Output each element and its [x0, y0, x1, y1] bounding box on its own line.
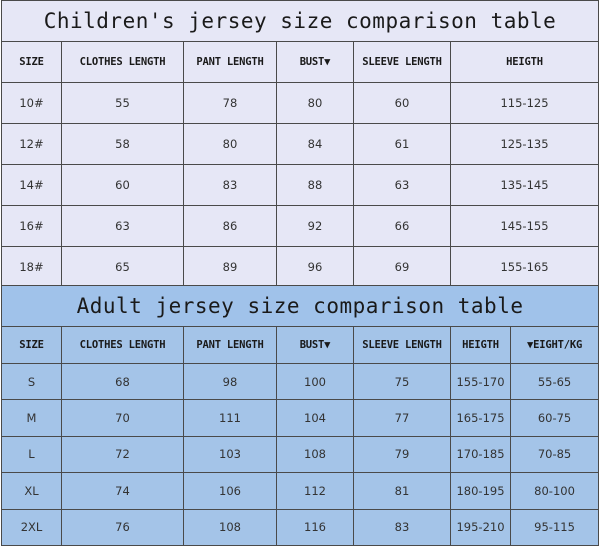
- table-cell: 18#: [2, 247, 62, 288]
- table-cell: 79: [354, 436, 451, 472]
- table-cell: XL: [2, 473, 62, 509]
- table-row: [2, 400, 599, 436]
- table-cell: 65: [62, 247, 184, 288]
- table-cell: 111: [184, 400, 277, 436]
- table-cell: 60: [354, 83, 451, 124]
- table-cell: 86: [184, 206, 277, 247]
- table-cell: 115-125: [451, 83, 599, 124]
- table-cell: 10#: [2, 83, 62, 124]
- table-cell: 2XL: [2, 509, 62, 545]
- table-cell: 77: [354, 400, 451, 436]
- children-header-clothes-length: CLOTHES LENGTH: [62, 42, 184, 83]
- table-cell: 68: [62, 364, 184, 400]
- table-cell: S: [2, 364, 62, 400]
- table-cell: 83: [354, 509, 451, 545]
- table-cell: 80: [277, 83, 354, 124]
- table-cell: 80-100: [511, 473, 599, 509]
- table-row: [2, 473, 599, 509]
- table-cell: 76: [62, 509, 184, 545]
- table-cell: 80: [184, 124, 277, 165]
- table-cell: 108: [277, 436, 354, 472]
- table-cell: 55: [62, 83, 184, 124]
- table-row: [2, 124, 599, 165]
- table-cell: 60-75: [511, 400, 599, 436]
- table-cell: 58: [62, 124, 184, 165]
- table-cell: 165-175: [451, 400, 511, 436]
- table-cell: 108: [184, 509, 277, 545]
- table-row: [2, 436, 599, 472]
- table-row: [2, 509, 599, 545]
- adult-header-bust: BUST▼: [277, 327, 354, 364]
- table-cell: 61: [354, 124, 451, 165]
- adult-table-title: Adult jersey size comparison table: [2, 286, 599, 327]
- table-cell: 89: [184, 247, 277, 288]
- table-cell: 104: [277, 400, 354, 436]
- adult-header-sleeve-length: SLEEVE LENGTH: [354, 327, 451, 364]
- size-chart-sheet: [1, 0, 598, 547]
- table-cell: 83: [184, 165, 277, 206]
- table-cell: 60: [62, 165, 184, 206]
- table-cell: 16#: [2, 206, 62, 247]
- table-cell: 195-210: [451, 509, 511, 545]
- table-cell: 66: [354, 206, 451, 247]
- table-cell: 63: [354, 165, 451, 206]
- table-cell: 106: [184, 473, 277, 509]
- children-size-table: [1, 0, 599, 288]
- table-cell: 95-115: [511, 509, 599, 545]
- table-cell: 170-185: [451, 436, 511, 472]
- table-cell: 135-145: [451, 165, 599, 206]
- table-row: [2, 364, 599, 400]
- table-cell: 84: [277, 124, 354, 165]
- adult-header-clothes-length: CLOTHES LENGTH: [62, 327, 184, 364]
- table-cell: 112: [277, 473, 354, 509]
- adult-header-weight: ▼EIGHT/KG: [511, 327, 599, 364]
- adult-size-table: [1, 285, 599, 546]
- table-cell: 81: [354, 473, 451, 509]
- table-row: [2, 247, 599, 288]
- table-cell: 69: [354, 247, 451, 288]
- table-cell: 96: [277, 247, 354, 288]
- table-cell: 14#: [2, 165, 62, 206]
- adult-header-pant-length: PANT LENGTH: [184, 327, 277, 364]
- table-cell: L: [2, 436, 62, 472]
- table-cell: 98: [184, 364, 277, 400]
- table-cell: 63: [62, 206, 184, 247]
- table-cell: 12#: [2, 124, 62, 165]
- table-cell: 55-65: [511, 364, 599, 400]
- children-header-height: HEIGTH: [451, 42, 599, 83]
- table-row: [2, 206, 599, 247]
- table-row: [2, 165, 599, 206]
- table-cell: 180-195: [451, 473, 511, 509]
- table-cell: 125-135: [451, 124, 599, 165]
- table-cell: 70-85: [511, 436, 599, 472]
- table-cell: 78: [184, 83, 277, 124]
- table-cell: 145-155: [451, 206, 599, 247]
- table-cell: 70: [62, 400, 184, 436]
- table-row: [2, 83, 599, 124]
- adult-header-height: HEIGTH: [451, 327, 511, 364]
- children-header-sleeve-length: SLEEVE LENGTH: [354, 42, 451, 83]
- children-table-title: Children's jersey size comparison table: [2, 1, 599, 42]
- children-header-pant-length: PANT LENGTH: [184, 42, 277, 83]
- adult-header-size: SIZE: [2, 327, 62, 364]
- children-header-bust: BUST▼: [277, 42, 354, 83]
- table-cell: 72: [62, 436, 184, 472]
- table-cell: M: [2, 400, 62, 436]
- table-cell: 88: [277, 165, 354, 206]
- table-cell: 75: [354, 364, 451, 400]
- table-cell: 92: [277, 206, 354, 247]
- table-cell: 100: [277, 364, 354, 400]
- table-cell: 155-165: [451, 247, 599, 288]
- table-cell: 103: [184, 436, 277, 472]
- table-cell: 116: [277, 509, 354, 545]
- table-cell: 74: [62, 473, 184, 509]
- table-cell: 155-170: [451, 364, 511, 400]
- children-header-size: SIZE: [2, 42, 62, 83]
